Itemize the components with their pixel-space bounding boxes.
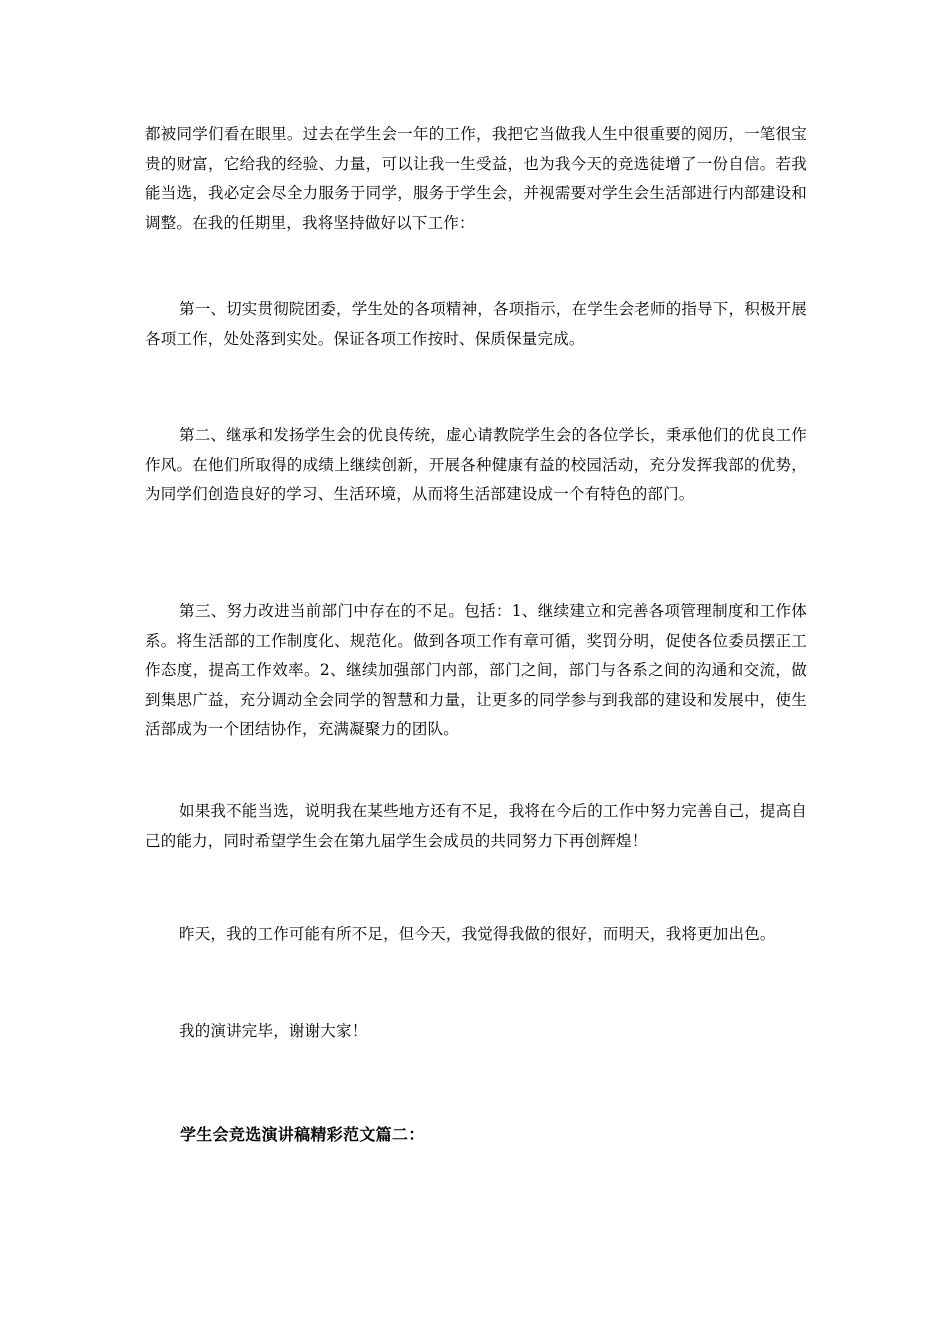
section-heading: 学生会竞选演讲稿精彩范文篇二： <box>180 1125 425 1144</box>
paragraph-yesterday-today: 昨天，我的工作可能有所不足，但今天，我觉得我做的很好，而明天，我将更加出色。 <box>179 925 776 943</box>
paragraph-point-two: 第二、继承和发扬学生会的优良传统，虚心请教院学生会的各位学长，秉承他们的优良工作作风。在他们所取得的成绩上继续创新，开展各种健康有益的校园活动，充分发挥我部的优势，为同学们创造良好的学习、生活环境，从而将生活部建设成一个有特色的部门。 <box>145 426 808 503</box>
paragraph-point-three: 第三、努力改进当前部门中存在的不足。包括：1、继续建立和完善各项管理制度和工作体系。将生活部的工作制度化、规范化。做到各项工作有章可循，奖罚分明，促使各位委员摆正工作态度，提高工作效率。2、继续加强部门内部，部门之间，部门与各系之间的沟通和交流，做到集思广益，充分调动全会同学的智慧和力量，让更多的同学参与到我部的建设和发展中，使生活部成为一个团结协作，充满凝聚力的团队。 <box>145 602 807 738</box>
paragraph-point-one: 第一、切实贯彻院团委，学生处的各项精神，各项指示，在学生会老师的指导下，积极开展各项工作，处处落到实处。保证各项工作按时、保质保量完成。 <box>145 300 808 348</box>
paragraph-closing: 我的演讲完毕，谢谢大家！ <box>179 1022 368 1040</box>
paragraph-if-not-elected: 如果我不能当选，说明我在某些地方还有不足，我将在今后的工作中努力完善自己，提高自己的能力，同时希望学生会在第九届学生会成员的共同努力下再创辉煌！ <box>145 802 808 850</box>
paragraph-intro-continuation: 都被同学们看在眼里。过去在学生会一年的工作，我把它当做我人生中很重要的阅历，一笔很宝贵的财富，它给我的经验、力量，可以让我一生受益，也为我今天的竞选徒增了一份自信。若我能当选，我必定会尽全力服务于同学，服务于学生会，并视需要对学生会生活部进行内部建设和调整。在我的任期里，我将坚持做好以下工作： <box>145 125 807 232</box>
